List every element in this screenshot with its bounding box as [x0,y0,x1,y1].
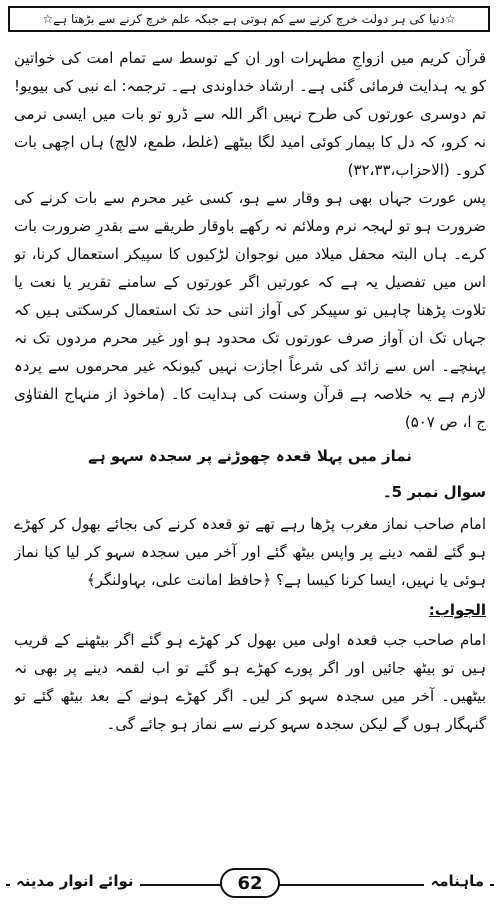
section-heading: نماز میں پہلا قعدہ چھوڑنے پر سجدہ سہو ہے [88,447,412,465]
answer-text: امام صاحب جب قعدہ اولی میں بھول کر کھڑے ہو گئے اگر بیٹھنے کے قریب ہیں تو بیٹھ جائیں اور اگر پورے کھڑے ہو گئے تو اب لقمہ دینے پر بھی نہ بیٹھیں۔ آخر میں سجدہ سہو کر لیں۔ اگر کھڑے ہونے کے بعد بیٹھ گئے تو گنہگار ہوں گے لیکن سجدہ سہو کرنے سے نماز ہو جائے گی۔ [14,631,486,733]
paragraph-quran-guidance: قرآن کریم میں ازواجِ مطہرات اور ان کے توسط سے تمام امت کی خواتین کو یہ ہدایت فرمائی گئی ہے۔ ارشاد خداوندی ہے۔ ترجمہ: اے نبی کی بیویو! تم دوسری عورتوں کی طرح نہیں اگر اللہ سے ڈرو تو بات میں ایسی نرمی نہ کرو، کہ دل کا بیمار کوئی امید لگا بیٹھے (غلط، طمع، لالچ) ہاں اچھی بات کرو۔ (الاحزاب،۳۲،۳۳) [14,49,486,179]
header-quote-box [8,6,490,32]
paragraph-speaker-usage: پس عورت جہاں بھی ہو وقار سے ہو، کسی غیر محرم سے بات کرنے کی ضرورت ہو تو لہجہ نرم وملائم نہ رکھے باوقار طریقے سے بقدرِ ضرورت بات کرے۔ ہاں البتہ محفل میلاد میں نوجوان لڑکیوں کا سپیکر استعمال کرنا، تو اس میں تفصیل یہ ہے کہ عورتیں اگر عورتوں کے سامنے تقریر یا نعت یا تلاوت پڑھنا چاہیں تو سپیکر کی آواز اتنی حد تک استعمال کرسکتی ہیں کہ جہاں تک ان آواز صرف عورتوں تک محدود ہو اور غیر محرم مردوں تک نہ پہنچے۔ اس سے زائد کی شرعاً اجازت نہیں کیونکہ غیر محرموں سے پردہ لازم ہے یہ خلاصہ ہے قرآن وسنت کی ہدایت کا۔ (ماخوذ از منہاج الفتاوٰی ج ا، ص ۵۰۷) [14,189,486,431]
question-label: سوال نمبر 5۔ [382,483,486,501]
question-text: امام صاحب نماز مغرب پڑھا رہے تھے تو قعدہ کرنے کی بجائے بھول کر کھڑے ہو گئے لقمہ دینے پر واپس بیٹھ گئے اور آخر میں سجدہ سہو کر لیا کیا نماز ہوئی یا نہیں، ایسا کرنا کیسا ہے؟ ﴿حافظ امانت علی، بہاولنگر﴾ [14,515,486,589]
spacer [14,436,486,440]
header-quote: ☆دنیا کی ہر دولت خرچ کرنے سے کم ہوتی ہے جبکہ علم خرچ کرنے سے بڑھتا ہے☆ [42,12,456,26]
page-number: 62 [220,868,280,898]
article-body [14,44,486,856]
answer-label: الجواب: [428,601,486,619]
magazine-name: نوائے انوار مدینہ [10,872,140,890]
page-footer [6,864,494,904]
magazine-type: ماہنامہ [424,872,490,890]
